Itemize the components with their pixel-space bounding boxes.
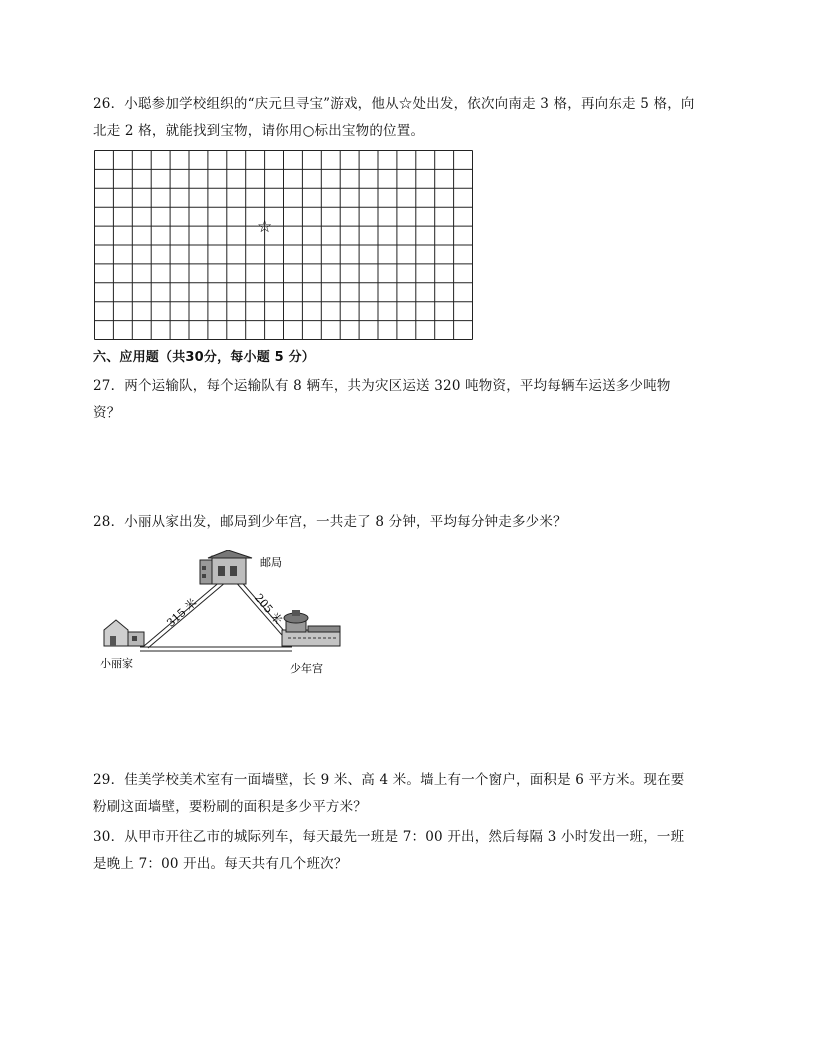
home-label: 小丽家 [100,657,133,670]
section-heading: 六、应用题（共30分，每小题 5 分） [93,350,315,365]
q29-text-line2: 粉刷这面墙壁，要粉刷的面积是多少平方米？ [93,799,367,815]
q30-text-line1: 30．从甲市开往乙市的城际列车，每天最先一班是 7：00 开出，然后每隔 3 小时发出一班，一班 [93,829,685,845]
q30-text-line2: 是晚上 7：00 开出。每天共有几个班次？ [93,856,348,872]
q29-text-line1: 29．佳美学校美术室有一面墙壁，长 9 米、高 4 米。墙上有一个窗户，面积是 6 平方米。现在要 [93,772,685,788]
route-diagram [96,550,356,680]
q26-text-line2: 北走 2 格，就能找到宝物，请你用○标出宝物的位置。 [93,123,425,139]
post-office-building-icon [200,550,252,584]
q26-text-line1: 26．小聪参加学校组织的“庆元旦寻宝”游戏，他从☆处出发，依次向南走 3 格，再向东走 5 格，向 [93,96,695,112]
treasure-grid[interactable] [94,150,474,342]
q27-text-line2: 资？ [93,405,121,421]
distance-post-palace-label: 205 米 [251,591,285,627]
grid-lines [95,151,473,340]
star-icon: ☆ [256,217,273,238]
q28-text-line1: 28．小丽从家出发，邮局到少年宫，一共走了 8 分钟，平均每分钟走多少米？ [93,514,567,530]
post-office-label: 邮局 [260,556,282,569]
home-building-icon [104,620,144,646]
route-home-palace [140,647,292,651]
q27-text-line1: 27．两个运输队，每个运输队有 8 辆车，共为灾区运送 320 吨物资，平均每辆车运送多少吨物 [93,378,671,394]
youth-palace-label: 少年宫 [290,662,323,675]
distance-home-post-label: 315 米 [164,596,200,630]
youth-palace-building-icon [282,610,340,646]
